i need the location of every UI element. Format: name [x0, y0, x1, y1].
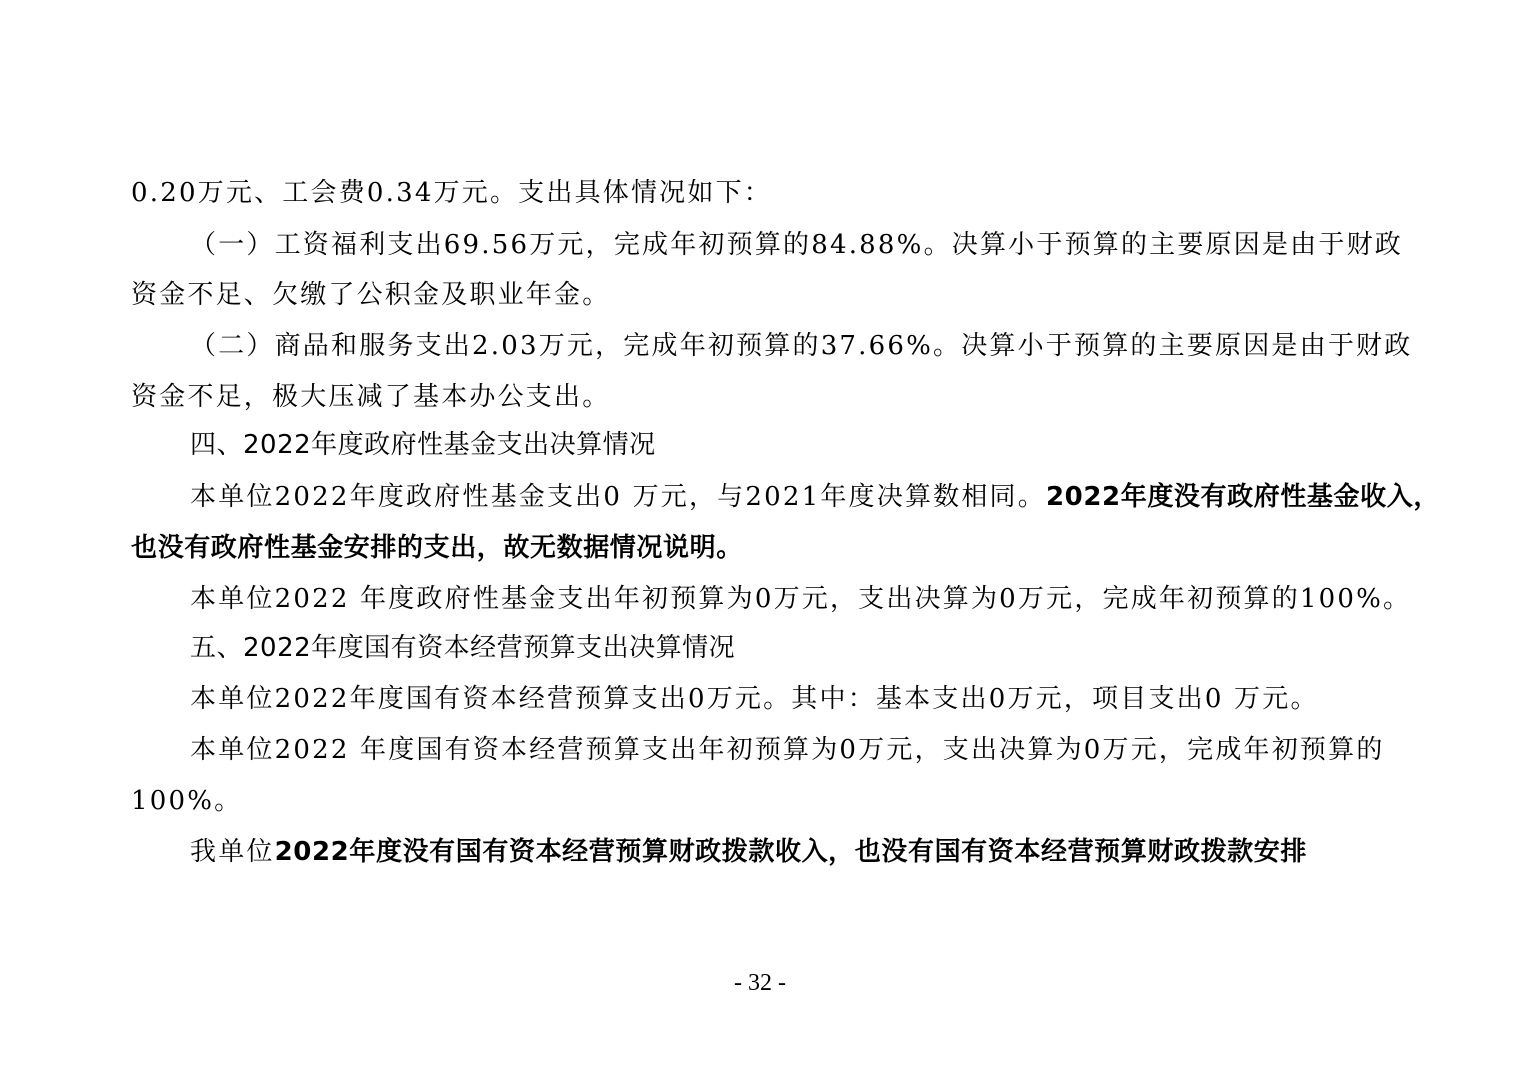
paragraph-line: （二）商品和服务支出2.03万元，完成年初预算的37.66%。决算小于预算的主要原因是由于财政: [190, 331, 1413, 361]
page-number: - 32 -: [734, 970, 786, 996]
paragraph-line: 本单位2022年度国有资本经营预算支出0万元。其中：基本支出0万元，项目支出0 万元。: [190, 684, 1319, 714]
paragraph-line: [190, 480, 1440, 514]
paragraph-line: 本单位2022 年度政府性基金支出年初预算为0万元，支出决算为0万元，完成年初预算的100%。: [190, 584, 1412, 614]
section-heading: 五、2022年度国有资本经营预算支出决算情况: [190, 633, 736, 663]
bold-text: 2022年度没有政府性基金收入，: [1045, 482, 1440, 512]
paragraph-text: 本单位2022年度政府性基金支出0 万元，与2021年度决算数相同。: [190, 482, 1046, 512]
paragraph-line: 100%。: [131, 786, 243, 816]
bold-text: 也没有政府性基金安排的支出，故无数据情况说明。: [131, 533, 743, 563]
paragraph-text: 我单位: [190, 837, 275, 867]
paragraph-line: （一）工资福利支出69.56万元，完成年初预算的84.88%。决算小于预算的主要原因是由于财政: [190, 230, 1403, 260]
section-heading: 四、2022年度政府性基金支出决算情况: [190, 430, 656, 460]
bold-text: 2022年度没有国有资本经营预算财政拨款收入，也没有国有资本经营预算财政拨款安排: [274, 837, 1307, 867]
paragraph-line: 资金不足，极大压减了基本办公支出。: [131, 382, 611, 412]
paragraph-line: 资金不足、欠缴了公积金及职业年金。: [131, 280, 611, 310]
paragraph-line: 本单位2022 年度国有资本经营预算支出年初预算为0万元，支出决算为0万元，完成年初预算的: [190, 735, 1385, 765]
paragraph-line: [190, 835, 1307, 869]
paragraph-line: 0.20万元、工会费0.34万元。支出具体情况如下：: [131, 178, 772, 208]
